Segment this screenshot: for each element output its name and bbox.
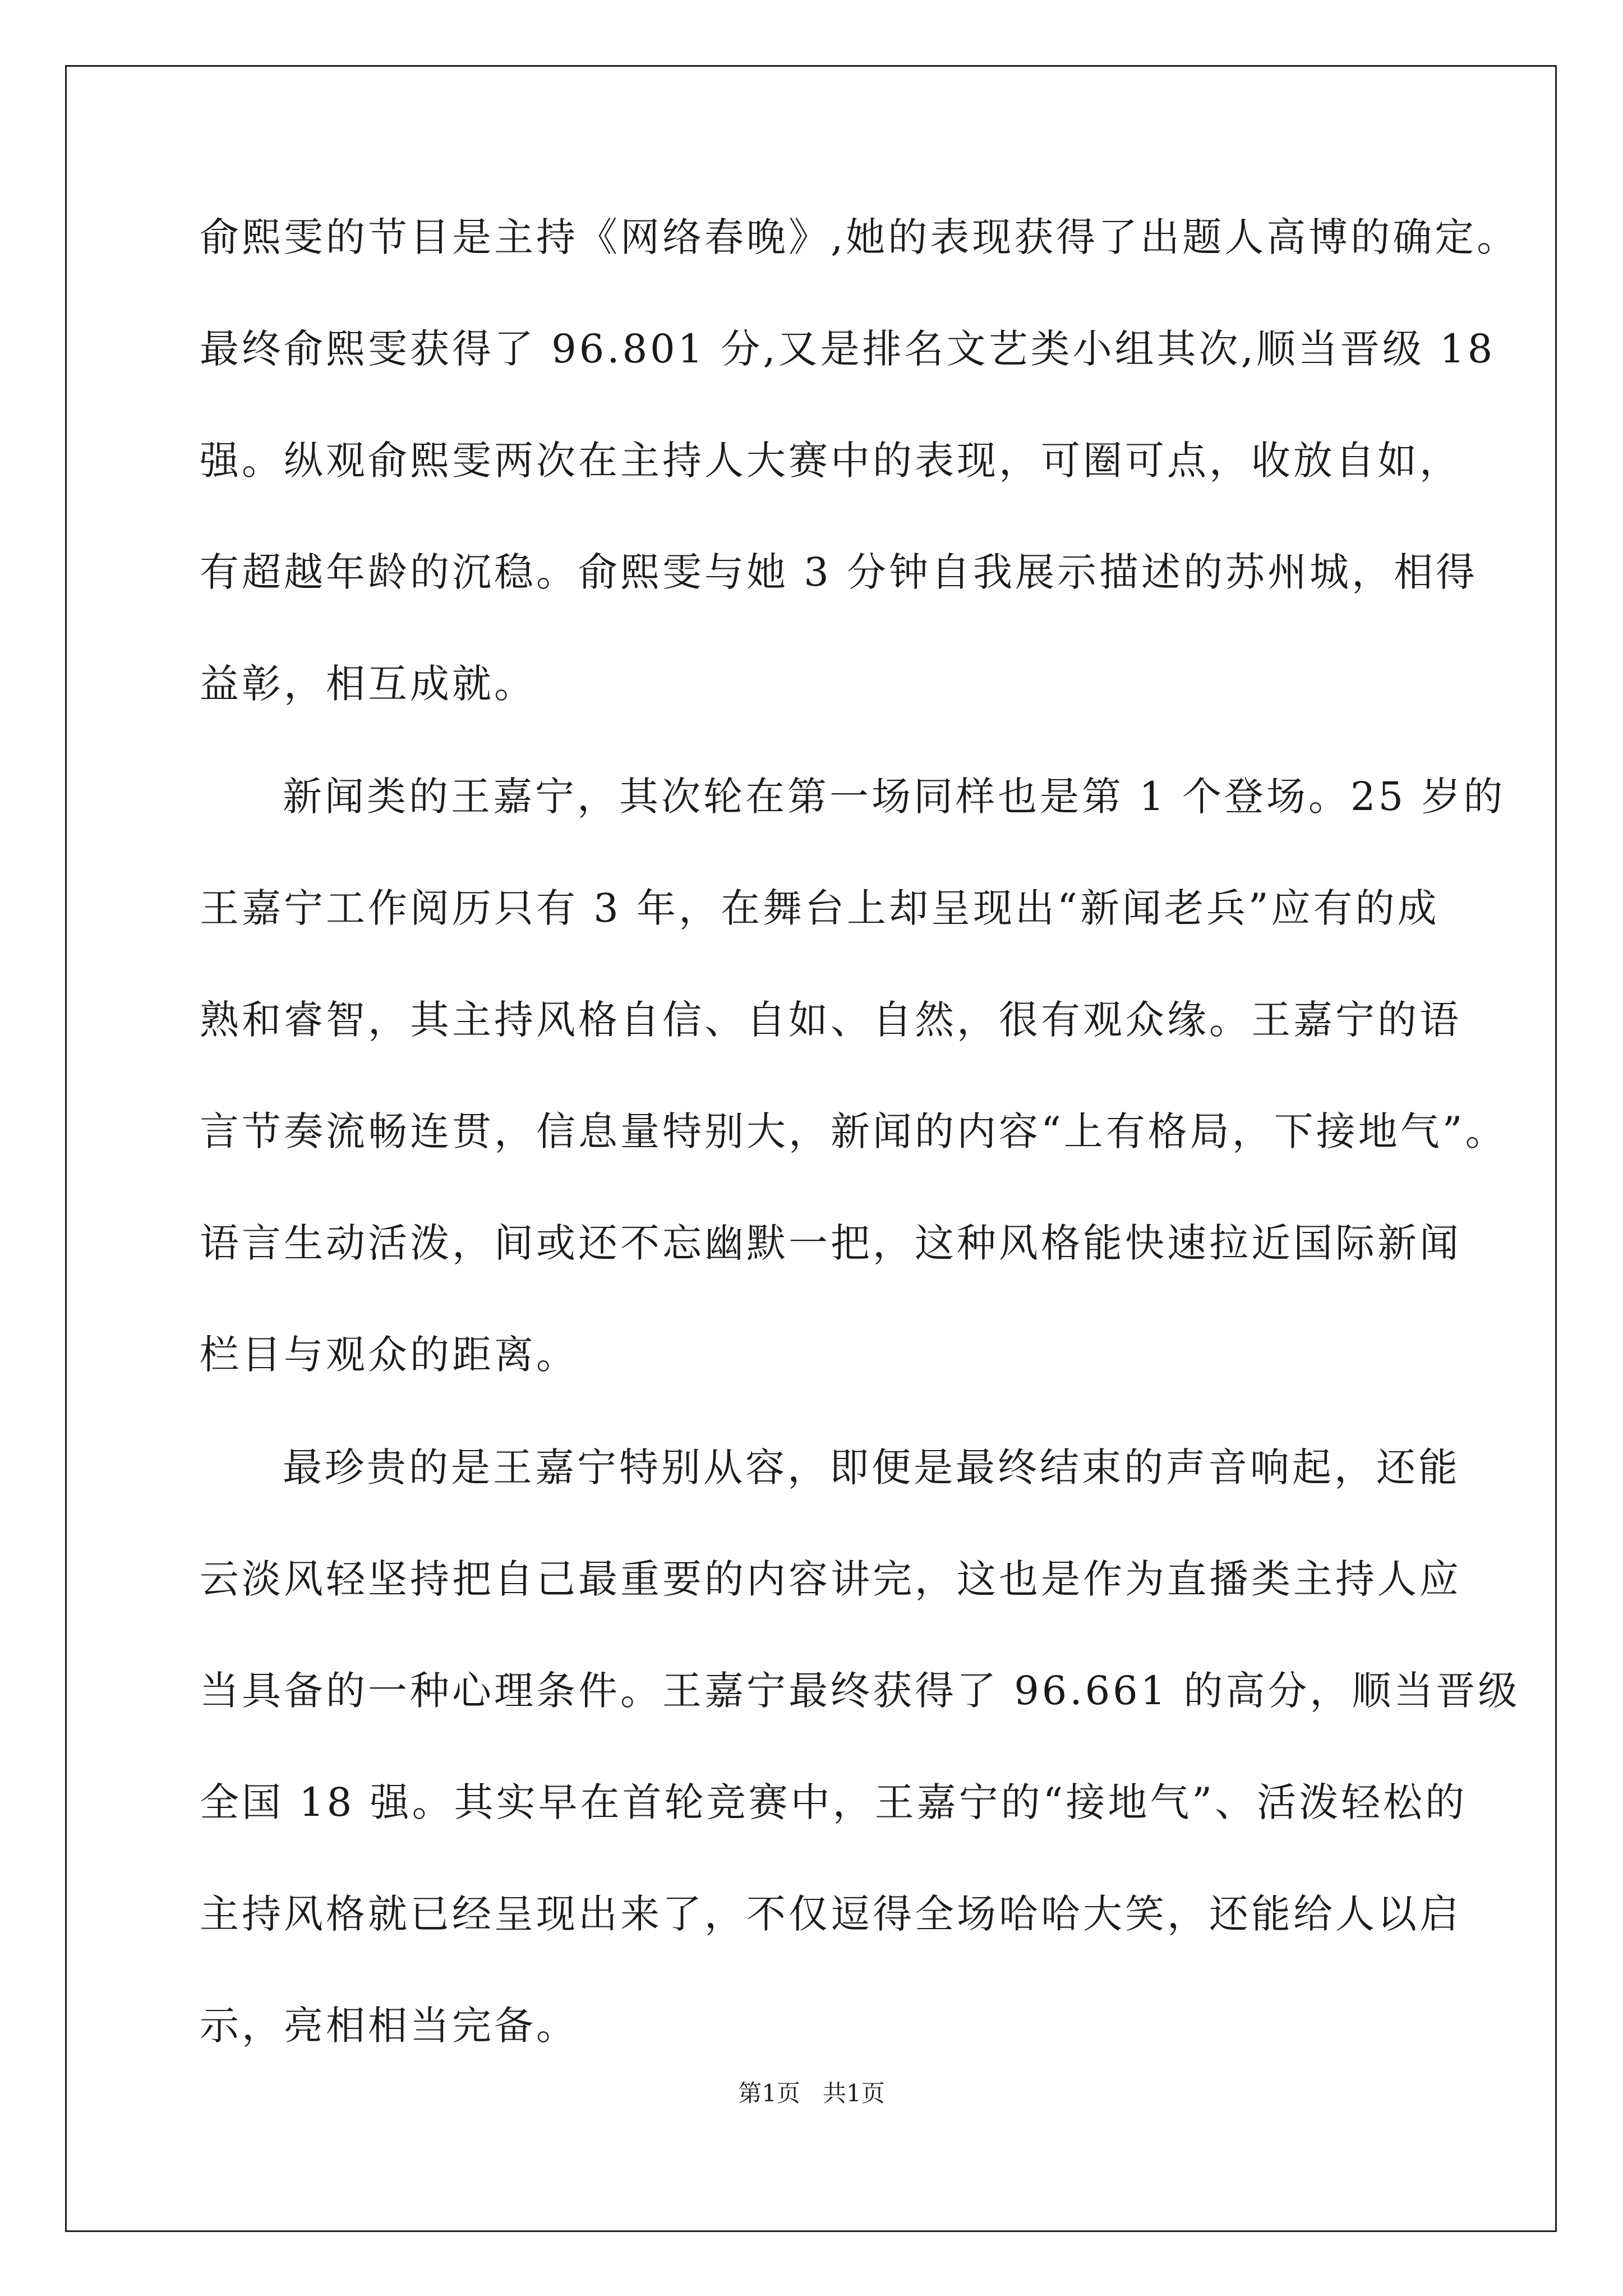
text-line: 强。纵观俞熙雯两次在主持人大赛中的表现，可圈可点，收放自如， bbox=[200, 438, 1461, 484]
text-line: 最终俞熙雯获得了 96.801 分,又是排名文艺类小组其次,顺当晋级 18 bbox=[200, 326, 1496, 372]
text-line: 最珍贵的是王嘉宁特别从容，即便是最终结束的声音响起，还能 bbox=[283, 1444, 1460, 1490]
text-line: 熟和睿智，其主持风格自信、自如、自然，很有观众缘。王嘉宁的语 bbox=[200, 997, 1461, 1043]
text-line: 王嘉宁工作阅历只有 3 年，在舞台上却呈现出“新闻老兵”应有的成 bbox=[200, 885, 1440, 931]
text-line: 俞熙雯的节目是主持《网络春晚》,她的表现获得了出题人高博的确定。 bbox=[200, 214, 1519, 260]
text-line: 当具备的一种心理条件。王嘉宁最终获得了 96.661 的高分，顺当晋级 bbox=[200, 1668, 1520, 1714]
text-line: 新闻类的王嘉宁，其次轮在第一场同样也是第 1 个登场。25 岁的 bbox=[283, 774, 1506, 820]
text-line: 栏目与观众的距离。 bbox=[200, 1332, 578, 1378]
text-line: 语言生动活泼，间或还不忘幽默一把，这种风格能快速拉近国际新闻 bbox=[200, 1220, 1461, 1266]
text-line: 言节奏流畅连贯，信息量特别大，新闻的内容“上有格局，下接地气”。 bbox=[200, 1108, 1507, 1154]
text-line: 有超越年龄的沉稳。俞熙雯与她 3 分钟自我展示描述的苏州城，相得 bbox=[200, 549, 1478, 595]
text-line: 云淡风轻坚持把自己最重要的内容讲完，这也是作为直播类主持人应 bbox=[200, 1556, 1461, 1602]
page-number-footer: 第1页 共1页 bbox=[738, 2079, 885, 2107]
text-line: 全国 18 强。其实早在首轮竞赛中，王嘉宁的“接地气”、活泼轻松的 bbox=[200, 1779, 1468, 1825]
text-line: 益彰，相互成就。 bbox=[200, 661, 536, 707]
text-line: 主持风格就已经呈现出来了，不仅逗得全场哈哈大笑，还能给人以启 bbox=[200, 1891, 1461, 1937]
text-line: 示，亮相相当完备。 bbox=[200, 2003, 578, 2049]
